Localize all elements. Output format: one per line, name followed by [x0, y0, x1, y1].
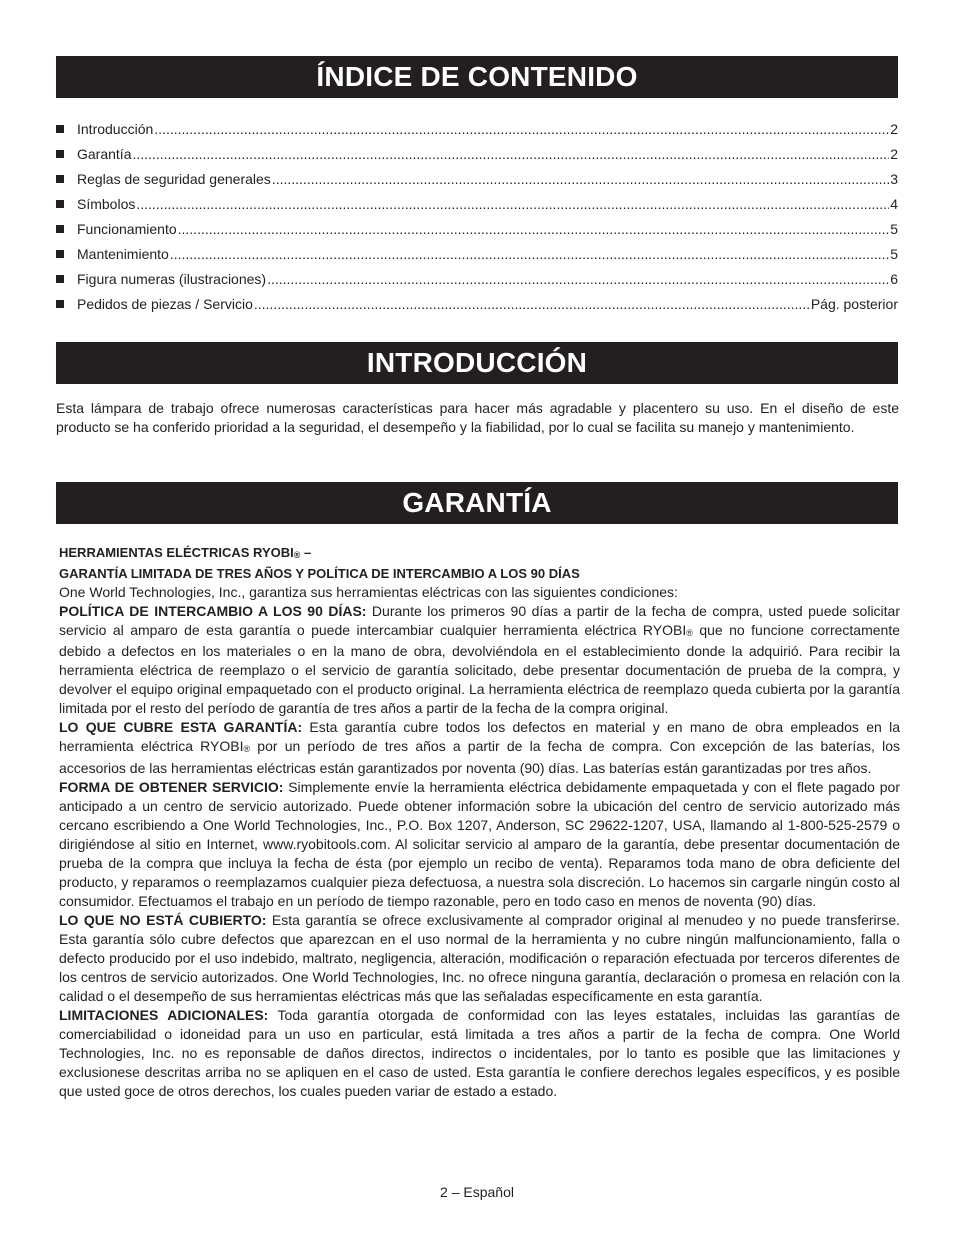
not-covered-text: Esta garantía se ofrece exclusivamente al comprador original al menudeo y no puede transferirse. Esta garantía sólo cubre defectos que aparezcan en el uso normal de la herramienta y no cubre ningún malfuncionamiento, falla o defecto producido por el uso indebido, maltrato, negligencia, alteración, modificación o reparación efectuada por terceros diferentes de los centros de servicio autorizados. One World Technologies, Inc. no ofrece ninguna garantía, declaración o promesa en relación con la calidad o el desempeño de sus herramientas eléctricas más que las señaladas específicamente en esta garantía. — [59, 911, 900, 1005]
toc-entry-page: 5 — [890, 221, 898, 237]
dot-leader — [170, 246, 889, 262]
dot-leader — [272, 171, 889, 187]
toc-entry-label: Pedidos de piezas / Servicio — [77, 296, 253, 312]
not-covered-paragraph — [59, 911, 900, 1006]
warranty-section — [59, 543, 900, 1101]
toc-entry[interactable] — [56, 246, 898, 271]
toc-entry[interactable] — [56, 296, 898, 321]
registered-mark: ® — [243, 744, 251, 755]
toc-entry[interactable] — [56, 196, 898, 221]
toc-entry[interactable] — [56, 146, 898, 171]
toc-entry-page: 2 — [890, 146, 898, 162]
service-lead: FORMA DE OBTENER SERVICIO: — [59, 778, 284, 795]
toc-entry[interactable] — [56, 121, 898, 146]
dot-leader — [132, 146, 889, 162]
toc-entry-page: 4 — [890, 196, 898, 212]
dot-leader — [267, 271, 889, 287]
toc-entry[interactable] — [56, 171, 898, 196]
toc-entry-page: Pág. posterior — [810, 296, 898, 312]
toc-entry[interactable] — [56, 221, 898, 246]
warranty-opening: One World Technologies, Inc., garantiza sus herramientas eléctricas con las siguientes condiciones: — [59, 584, 678, 601]
square-bullet-icon — [56, 125, 64, 133]
warranty-heading-dash: – — [300, 545, 312, 560]
square-bullet-icon — [56, 150, 64, 158]
toc-entry-page: 6 — [890, 271, 898, 287]
coverage-text-a: Esta garantía cubre todos los defectos en material y en mano de obra empleados en la herramienta eléctrica RYOBI — [59, 719, 900, 755]
exchange-policy-paragraph — [59, 602, 900, 718]
page-number-footer: 2 – Español — [440, 1184, 514, 1200]
registered-mark: ® — [686, 628, 693, 639]
coverage-lead: LO QUE CUBRE ESTA GARANTÍA: — [59, 719, 303, 736]
toc-entry-label: Reglas de seguridad generales — [77, 171, 271, 187]
toc-title: ÍNDICE DE CONTENIDO — [56, 56, 898, 98]
table-of-contents — [56, 121, 898, 321]
square-bullet-icon — [56, 225, 64, 233]
toc-entry-label: Mantenimiento — [77, 246, 169, 262]
registered-mark: ® — [293, 550, 301, 560]
exchange-policy-text-b: que no funcione correctamente debido a defectos en los materiales o en la mano de obra, devolviéndola en el establecimiento donde la adquirió. Para recibir la herramienta eléctrica de reemplazo o el servicio de garantía solicitado, debe presentar documentación de prueba de la compra, y devolver el equipo original empaquetado con el producto original. La herramienta eléctrica de reemplazo queda cubierta por la garantía limitada por el resto del período de garantía de tres años a partir de la fecha de la compra original. — [59, 622, 901, 717]
toc-entry-label: Funcionamiento — [77, 221, 177, 237]
warranty-title: GARANTÍA — [56, 482, 898, 524]
toc-entry-page: 3 — [890, 171, 898, 187]
service-paragraph — [59, 778, 900, 911]
limitations-text: Toda garantía otorgada de conformidad con las leyes estatales, incluidas las garantías de comerciabilidad o idoneidad para un uso en particular, está limitada a tres años a partir de la fecha de compra. One World Technologies, Inc. no es reponsable de daños directos, indirectos o incidentales, por lo tanto es posible que las limitaciones y exclusionese descritas arriba no se apliquen en el caso de usted. Esta garantía le confiere derechos legales específicos, y es posible que usted goce de otros derechos, los cuales pueden variar de estado a estado. — [59, 1007, 900, 1100]
toc-entry-label: Introducción — [77, 121, 154, 137]
exchange-policy-text-a: Durante los primeros 90 días a partir de la fecha de compra, usted puede solicitar servicio al amparo de esta garantía o puede intercambiar cualquier herramienta eléctrica RYOBI — [59, 603, 901, 639]
square-bullet-icon — [56, 250, 64, 258]
coverage-paragraph — [59, 718, 900, 777]
square-bullet-icon — [56, 275, 64, 283]
dot-leader — [154, 121, 889, 137]
limitations-paragraph — [59, 1006, 900, 1101]
square-bullet-icon — [56, 175, 64, 183]
dot-leader — [178, 221, 890, 237]
coverage-text-b: por un período de tres años a partir de la fecha de compra. Con excepción de las baterías, los accesorios de las herramientas eléctricas están garantizados por noventa (90) días. Las baterías están garantizadas por tres años. — [59, 738, 900, 776]
not-covered-lead: LO QUE NO ESTÁ CUBIERTO: — [59, 911, 267, 928]
introduction-title: INTRODUCCIÓN — [56, 342, 898, 384]
warranty-heading-policy: GARANTÍA LIMITADA DE TRES AÑOS Y POLÍTICA DE INTERCAMBIO A LOS 90 DÍAS — [59, 566, 580, 582]
warranty-heading-brand — [59, 543, 900, 564]
toc-entry-label: Símbolos — [77, 196, 136, 212]
toc-entry-label: Figura numeras (ilustraciones) — [77, 271, 267, 287]
toc-entry-page: 5 — [890, 246, 898, 262]
toc-entry-label: Garantía — [77, 146, 132, 162]
toc-entry[interactable] — [56, 271, 898, 296]
toc-entry-page: 2 — [890, 121, 898, 137]
square-bullet-icon — [56, 200, 64, 208]
introduction-text: Esta lámpara de trabajo ofrece numerosas características para hacer más agradable y placentero su uso. En el diseño de este producto se ha conferido prioridad a la seguridad, el desempeño y la fiabilidad, por lo cual se facilita su manejo y mantenimiento. — [56, 400, 899, 436]
limitations-lead: LIMITACIONES ADICIONALES: — [59, 1007, 269, 1024]
dot-leader — [136, 196, 889, 212]
service-text: Simplemente envíe la herramienta eléctrica debidamente empaquetada y con el flete pagado por anticipado a un centro de servicio autorizado. Puede obtener información sobre la ubicación del centro de servicio autorizado más cercano escribiendo a One World Technologies, Inc., P.O. Box 1207, Anderson, SC 29622-1207, USA, llamando al 1-800-525-2579 o dirigiéndose al sitio en Internet, www.ryobitools.com. Al solicitar servicio al amparo de la garantía, debe presentar documentación de prueba de la compra que incluya la fecha de ésta (por ejemplo un recibo de venta). Reparamos toda mano de obra deficiente del producto, y reparamos o reemplazamos cualquier pieza defectuosa, a nuestra sola discreción. Lo hacemos sin cargarle ningún costo al consumidor. Efectuamos el trabajo en un período de tiempo razonable, pero en todo caso en menos de noventa (90) días. — [59, 778, 900, 909]
square-bullet-icon — [56, 300, 64, 308]
warranty-heading-brand-text: HERRAMIENTAS ELÉCTRICAS RYOBI — [59, 545, 294, 560]
exchange-policy-lead: POLÍTICA DE INTERCAMBIO A LOS 90 DÍAS: — [59, 603, 367, 620]
dot-leader — [254, 296, 810, 312]
